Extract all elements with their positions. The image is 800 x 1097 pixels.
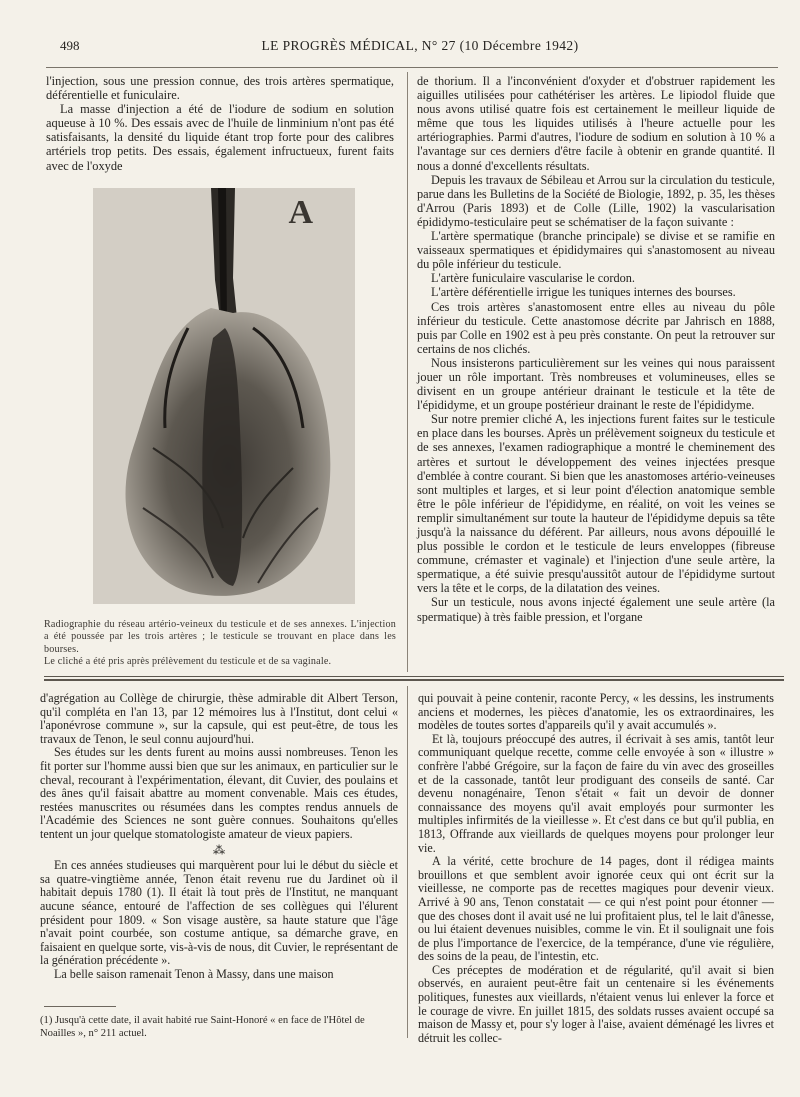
paragraph: A la vérité, cette brochure de 14 pages, dont il rédigea maints brouillons et que semblent avoir ignorée ceux qui ont écrit sur la vieillesse, ne comporte pas de recettes magiques pour devenir vieux. Arrivé à 90 ans, Tenon constatait — ce qui n'est point pour étonner — que des choses dont il avait usé ne lui profitaient plus, tel le lait d'ânesse, ou lui étaient devenues nuisibles, comme le vin. Et il soulignait une fois de plus l'importance de l'exercice, de la tempérance, d'une vie régulière, des soins de la peau, de l'intestin, etc.: [418, 854, 774, 964]
radiograph-figure: [93, 188, 355, 604]
column-divider-lower: [407, 686, 408, 1038]
paragraph: Sur un testicule, nous avons injecté également une seule artère (la spermatique) à très faible pression, et l'organe: [417, 595, 775, 624]
paragraph: de thorium. Il a l'inconvénient d'oxyder et d'obstruer rapidement les aiguilles utilisées pour cathétériser les artères. Le lipiodol fluide que nous avons utilisé quatre fois est certainement le meilleur liquide de même que tous les liquides utilisés à l'heure actuelle pour les artériographies. Parmi d'autres, l'iodure de sodium en solution à 10 % a l'avantage sur ces derniers d'être facile à obtenir en grande quantité. Il nous a donné d'excellents résultats.: [417, 74, 775, 173]
paragraph: Ses études sur les dents furent au moins aussi nombreuses. Tenon les fit porter sur l'homme aussi bien que sur les animaux, en particulier sur le cheval, recourant à l'expérimentation, élevant, dit Cuvier, des poulains et des ânes qu'il faisait abattre au moment convenable. Mais ces études, restées manuscrites ou résumées dans les comptes rendus annuels de l'Académie des Sciences ne sont guère connues. Souhaitons qu'elles tentent un jour quelque stomatologiste amateur de vieux papiers.: [40, 745, 398, 841]
section-rule-thick: [44, 679, 784, 681]
section-asterism: ⁂: [212, 842, 226, 857]
paragraph: Et là, toujours préoccupé des autres, il écrivait à ses amis, tantôt leur communiquant quelque recette, comme celle envoyée à son « illustre » confrère l'abbé Grégoire, sur la façon de faire du vin avec des groseilles et de la cassonade, tantôt leur prodiguant des conseils de santé. Car devenu nonagénaire, Tenon s'était « fait un devoir de donner connaissance des moyens qu'il avait employés pour surmonter les multiples infirmités de la vieillesse ». Et c'est dans ce but qu'il publia, en 1813, Offrande aux vieillards de quelques moyens pour prolonger leur vie.: [418, 731, 774, 855]
paragraph: Ces trois artères s'anastomosent entre elles au niveau du pôle inférieur du testicule. Cette anastomose décrite par Jahrisch en 1888, puis par Colle en 1902 est à peu près constante. On peut la retrouver sur certains de nos clichés.: [417, 299, 775, 356]
header-rule: [46, 67, 778, 68]
paragraph: En ces années studieuses qui marquèrent pour lui le début du siècle et sa quatre-vingtième année, Tenon était revenu rue du Jardinet où il habitait depuis 1780 (1). Il était là tout près de l'Institut, ne manquant aucune séance, entouré de l'affection de ses collègues qui l'élurent président pour 1809. « Son visage austère, sa haute stature que l'âge n'avait point courbée, son costume antique, sa démarche grave, en faisaient en quelque sorte, vis-à-vis de nous, dit Cuvier, le représentant de la génération précédente ».: [40, 858, 398, 968]
column-divider-upper: [407, 72, 408, 672]
radiograph-image: [93, 188, 355, 604]
paragraph: La masse d'injection a été de l'iodure de sodium en solution aqueuse à 10 %. Des essais avec de l'huile de linminium n'ont pas été satisfaisants, la densité du liquide étant trop forte pour des calibres artériels trop petits. Des essais, également infructueux, furent faits avec de l'oxyde: [46, 102, 394, 173]
footnote-rule: [44, 1006, 116, 1007]
paragraph: qui pouvait à peine contenir, raconte Percy, « les dessins, les instruments anciens et modernes, les pièces d'anatomie, les os extraordinaires, les modèles de toutes sortes d'appareils qu'il y avait accumulés ».: [418, 691, 774, 733]
paragraph: La belle saison ramenait Tenon à Massy, dans une maison: [54, 966, 334, 981]
paragraph: Ces préceptes de modération et de régularité, qu'il avait si bien observés, en auraient peut-être fait un centenaire si les événements politiques, funestes aux vieillards, n'étaient venus lui enlever la force et le courage de vivre. En juillet 1815, des soldats russes avaient occupé sa maison de Massy et, pour s'y loger à l'aise, avaient déménagé les livres et détruit les collec-: [418, 962, 774, 1045]
figure-label: A: [288, 194, 313, 231]
lower-right-column: [418, 692, 774, 1045]
paragraph: L'artère funiculaire vascularise le cordon.: [431, 271, 635, 286]
running-title: LE PROGRÈS MÉDICAL, N° 27 (10 Décembre 1942): [261, 38, 579, 53]
paragraph: Depuis les travaux de Sébileau et Arrou sur la circulation du testicule, parue dans les Bulletins de la Société de Biologie, 1892, p. 35, les thèses d'Arrou (Paris 1893) et de Colle (Lille, 1902) la vascularisation épididymo-testiculaire peut se schématiser de la façon suivante :: [417, 172, 775, 229]
footnote: (1) Jusqu'à cette date, il avait habité rue Saint-Honoré « en face de l'Hôtel de Noailles », n° 211 actuel.: [40, 1015, 365, 1039]
upper-left-column: [46, 74, 394, 173]
caption-line: Radiographie du réseau artério-veineux du testicule et de ses annexes. L'injection a été poussée par les trois artères ; le testicule se trouvant en place dans les bourses.: [44, 619, 396, 655]
paragraph: l'injection, sous une pression connue, des trois artères spermatique, déférentielle et funiculaire.: [46, 74, 394, 103]
upper-right-column: [417, 74, 775, 624]
lower-left-column: [40, 692, 398, 981]
figure-caption: [44, 619, 396, 668]
page-number: 498: [60, 38, 80, 53]
caption-line: Le cliché a été pris après prélèvement du testicule et de sa vaginale.: [44, 655, 332, 667]
paragraph: d'agrégation au Collège de chirurgie, thèse admirable dit Albert Terson, qu'il compléta en l'an 13, par 12 mémoires lus à l'Institut, dont celui « l'aponévrose commune », sur la capsule, qui est peut-être, de tous les travaux de Tenon, le seul connu aujourd'hui.: [40, 691, 398, 746]
paragraph: Nous insisterons particulièrement sur les veines qui nous paraissent jouer un rôle important. Très nombreuses et volumineuses, elles se divisent en un groupe antérieur drainant le testicule et la tête de l'épididyme, et un groupe postérieur drainant le reste de l'épididyme.: [417, 355, 775, 413]
paragraph: L'artère déférentielle irrigue les tuniques internes des bourses.: [431, 285, 736, 300]
paragraph: L'artère spermatique (branche principale) se divise et se ramifie en vaisseaux spermatiques et épididymaires qui s'anastomosent au niveau du pôle inférieur du testicule.: [417, 229, 775, 272]
paragraph: Sur notre premier cliché A, les injections furent faites sur le testicule en place dans les bourses. Après un prélèvement soigneux du testicule et de ses annexes, l'examen radiographique a montré le cheminement des artères et surtout le développement des veines injectées presque d'emblée à contre courant. Si bien que les anastomoses artério-veineuses sont multiples et larges, et si leur point d'élection anatomique semble être le pôle inférieur de l'épididyme, en réalité, on voit les veines se remplir simultanément sur toute la hauteur de l'épididyme depuis sa tête jusqu'à la naissance du déférent. Par ailleurs, nous avons dépouillé le plus possible le cordon et le testicule de leurs enveloppes (fibreuse commune, crémaster et vaginale) et l'injection d'une seule artère, la spermatique, a été suivie presqu'aussitôt autour de l'épididyme surtout vers la tête et le corps, de la dilatation des veines.: [417, 412, 775, 596]
page-header: [60, 38, 780, 58]
section-rule: [44, 676, 784, 677]
